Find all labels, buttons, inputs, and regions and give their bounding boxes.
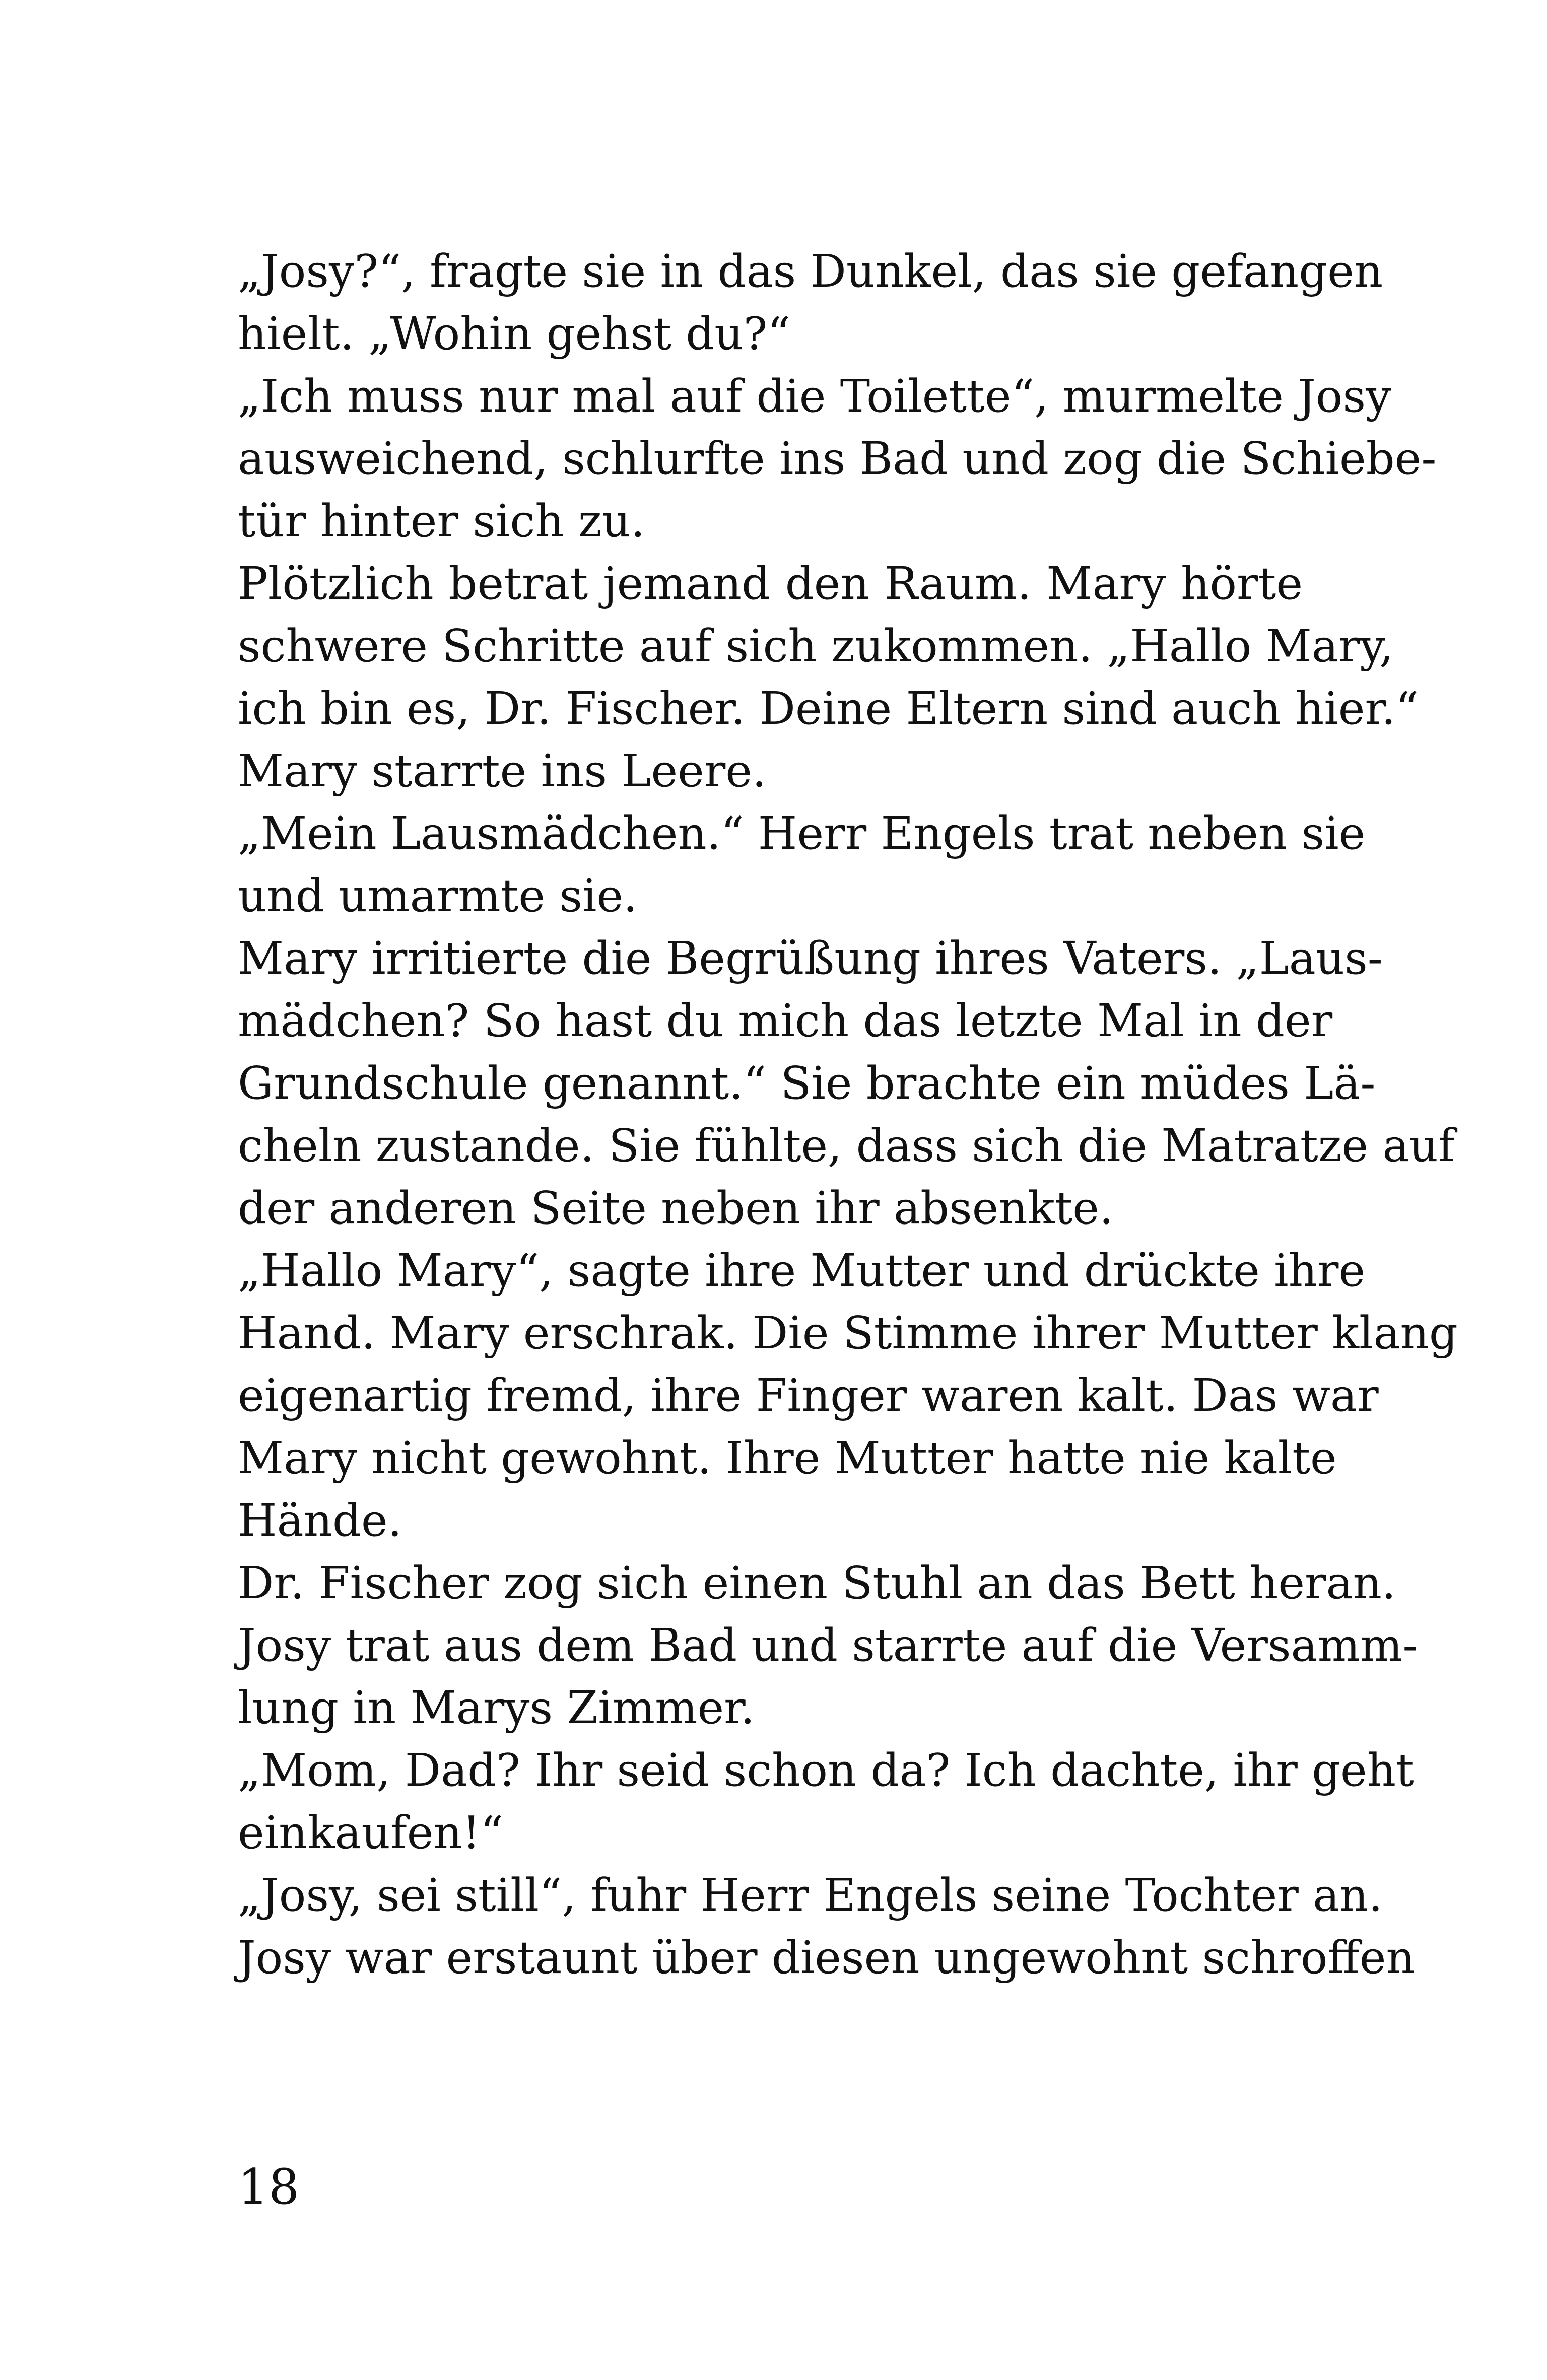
text-line: ich bin es, Dr. Fischer. Deine Eltern sind auch hier.“ [238,682,1419,734]
text-line: Hand. Mary erschrak. Die Stimme ihrer Mutter klang [238,1307,1458,1359]
text-line: Mary irritierte die Begrüßung ihres Vaters. „Laus- [238,932,1383,984]
text-line: hielt. „Wohin gehst du?“ [238,307,790,360]
page-number: 18 [238,2159,300,2215]
text-line: Mary starrte ins Leere. [238,744,767,797]
text-line: eigenartig fremd, ihre Finger waren kalt. Das war [238,1369,1379,1421]
text-line: Hände. [238,1494,402,1546]
text-line: Plötzlich betrat jemand den Raum. Mary hörte [238,557,1303,609]
text-line: „Josy, sei still“, fuhr Herr Engels seine Tochter an. [238,1869,1383,1921]
text-line: „Mein Lausmädchen.“ Herr Engels trat neben sie [238,807,1366,859]
text-line: ausweichend, schlurfte ins Bad und zog die Schiebe- [238,432,1437,485]
text-line: „Ich muss nur mal auf die Toilette“, murmelte Josy [238,370,1391,422]
text-line: Josy war erstaunt über diesen ungewohnt schroffen [238,1931,1415,1984]
text-line: der anderen Seite neben ihr absenkte. [238,1182,1114,1234]
text-line: Grundschule genannt.“ Sie brachte ein müdes Lä- [238,1057,1376,1109]
text-line: schwere Schritte auf sich zukommen. „Hallo Mary, [238,620,1394,672]
text-line: „Hallo Mary“, sagte ihre Mutter und drückte ihre [238,1244,1366,1297]
body-text [238,240,1458,1989]
text-line: und umarmte sie. [238,869,638,922]
text-line: „Josy?“, fragte sie in das Dunkel, das sie gefangen [238,245,1383,297]
text-line: „Mom, Dad? Ihr seid schon da? Ich dachte, ihr geht [238,1744,1414,1796]
text-line: cheln zustande. Sie fühlte, dass sich die Matratze auf [238,1119,1455,1172]
text-line: mädchen? So hast du mich das letzte Mal in der [238,994,1333,1047]
text-line: Dr. Fischer zog sich einen Stuhl an das Bett heran. [238,1556,1396,1609]
text-line: Mary nicht gewohnt. Ihre Mutter hatte nie kalte [238,1432,1337,1484]
text-line: Josy trat aus dem Bad und starrte auf die Versamm- [238,1619,1418,1671]
text-line: tür hinter sich zu. [238,495,645,547]
text-line: einkaufen!“ [238,1806,503,1859]
text-line: lung in Marys Zimmer. [238,1681,755,1734]
